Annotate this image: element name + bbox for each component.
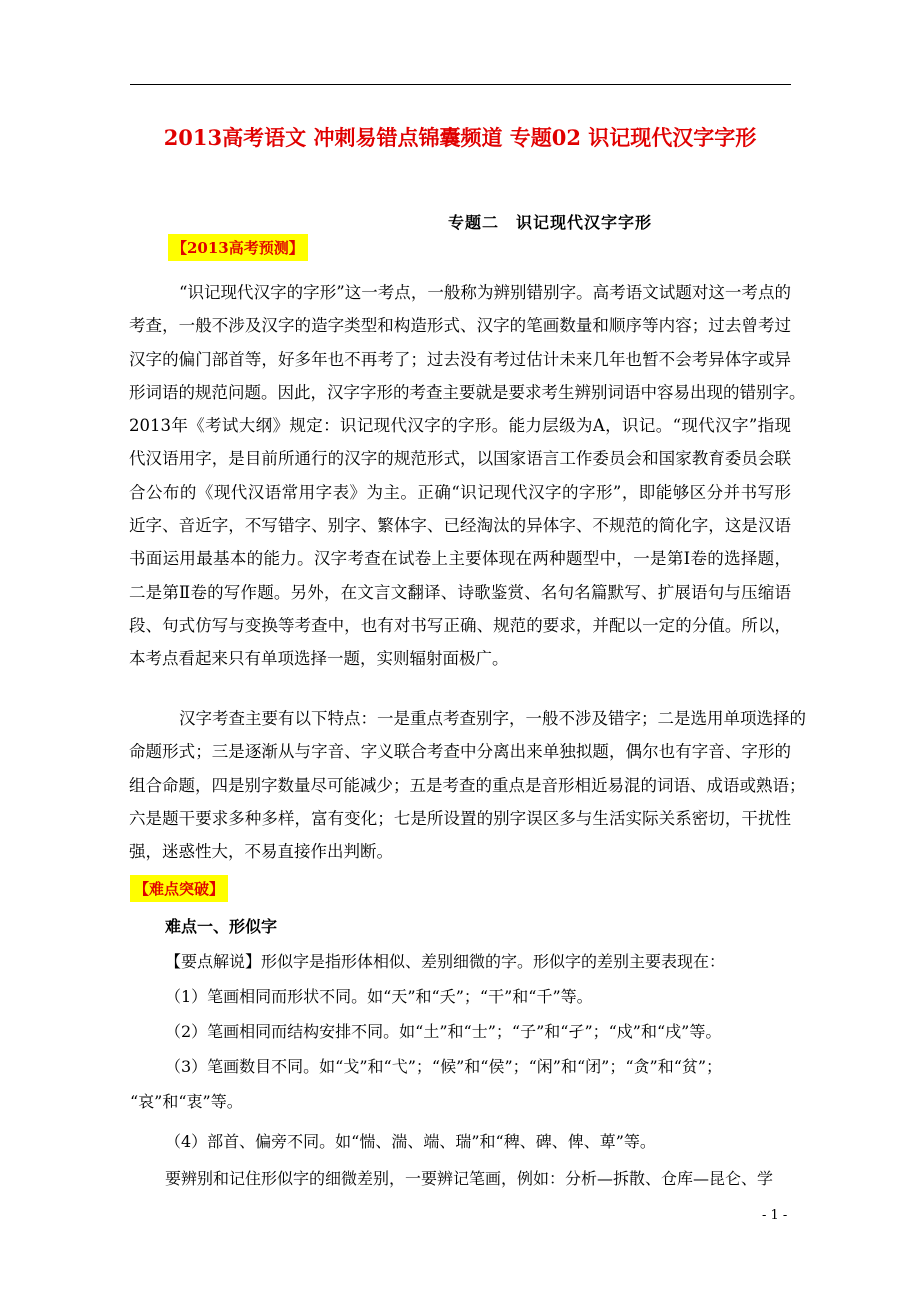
paragraph-line: 考查，一般不涉及汉字的造字类型和构造形式、汉字的笔画数量和顺序等内容；过去曾考过 xyxy=(129,316,791,336)
page-number: - 1 - xyxy=(762,1208,788,1223)
paragraph-line: 近字、音近字，不写错字、别字、繁体字、已经淘汰的异体字、不规范的简化字，这是汉语 xyxy=(129,516,791,536)
difficulty-heading: 难点一、形似字 xyxy=(165,917,278,936)
paragraph-line: 书面运用最基本的能力。汉字考查在试卷上主要体现在两种题型中，一是第Ⅰ卷的选择题， xyxy=(129,549,791,569)
section-label-forecast: 【2013高考预测】 xyxy=(168,234,308,261)
paragraph-intro xyxy=(129,276,806,676)
paragraph-line: 本考点看起来只有单项选择一题，实则辐射面极广。 xyxy=(129,649,509,669)
paragraph-line: “识记现代汉字的字形”这一考点，一般称为辨别错别字。高考语文试题对这一考点的 xyxy=(179,283,791,302)
paragraph-line: 命题形式；三是逐渐从与字音、字义联合考查中分离出来单独拟题，偶尔也有字音、字形的 xyxy=(129,742,791,762)
paragraph-line: 代汉语用字，是目前所通行的汉字的规范形式，以国家语言工作委员会和国家教育委员会联 xyxy=(129,449,791,469)
paragraph-line: 段、句式仿写与变换等考查中，也有对书写正确、规范的要求，并配以一定的分值。所以， xyxy=(129,615,791,635)
paragraph-features xyxy=(129,702,806,868)
paragraph-line: 汉字的偏门部首等，好多年也不再考了；过去没有考过估计未来几年也暂不会考异体字或异 xyxy=(129,349,791,369)
key-point-explanation: 【要点解说】形似字是指形体相似、差别细微的字。形似字的差别主要表现在： xyxy=(165,952,726,971)
list-item-3-continued: “哀”和“衷”等。 xyxy=(130,1092,243,1111)
body-text-line: 要辨别和记住形似字的细微差别，一要辨记笔画，例如：分析—拆散、仓库—昆仑、学 xyxy=(165,1169,774,1188)
list-item-3: （3）笔画数目不同。如“戈”和“弋”；“候”和“侯”；“闲”和“闭”；“贪”和“贫”； xyxy=(165,1057,723,1076)
paragraph-line: 2013年《考试大纲》规定：识记现代汉字的字形。能力层级为A，识记。“现代汉字”指现 xyxy=(129,416,791,436)
list-item-4: （4）部首、偏旁不同。如“惴、湍、端、瑞”和“稗、碑、俾、萆”等。 xyxy=(165,1132,656,1151)
topic-subtitle: 专题二 识记现代汉字字形 xyxy=(448,213,653,232)
section-label-breakthrough: 【难点突破】 xyxy=(130,875,228,902)
paragraph-line: 形词语的规范问题。因此，汉字字形的考查主要就是要求考生辨别词语中容易出现的错别字。 xyxy=(129,382,806,402)
paragraph-line: 汉字考查主要有以下特点：一是重点考查别字，一般不涉及错字；二是选用单项选择的 xyxy=(179,709,806,728)
list-item-2: （2）笔画相同而结构安排不同。如“土”和“士”；“子”和“孑”；“戍”和“戌”等。 xyxy=(165,1022,722,1041)
document-title: 2013高考语文 冲刺易错点锦囊频道 专题02 识记现代汉字字形 xyxy=(163,125,757,150)
paragraph-line: 六是题干要求多种多样，富有变化；七是所设置的别字误区多与生活实际关系密切，干扰性 xyxy=(129,808,791,828)
paragraph-line: 二是第Ⅱ卷的写作题。另外，在文言文翻译、诗歌鉴赏、名句名篇默写、扩展语句与压缩语 xyxy=(129,582,791,602)
header-rule xyxy=(130,84,791,85)
list-item-1: （1）笔画相同而形状不同。如“天”和“夭”；“干”和“千”等。 xyxy=(165,987,593,1006)
paragraph-line: 强，迷惑性大，不易直接作出判断。 xyxy=(129,842,393,862)
paragraph-line: 合公布的《现代汉语常用字表》为主。正确“识记现代汉字的字形”，即能够区分并书写形 xyxy=(129,482,791,502)
paragraph-line: 组合命题，四是别字数量尽可能减少；五是考查的重点是音形相近易混的词语、成语或熟语； xyxy=(129,775,806,795)
